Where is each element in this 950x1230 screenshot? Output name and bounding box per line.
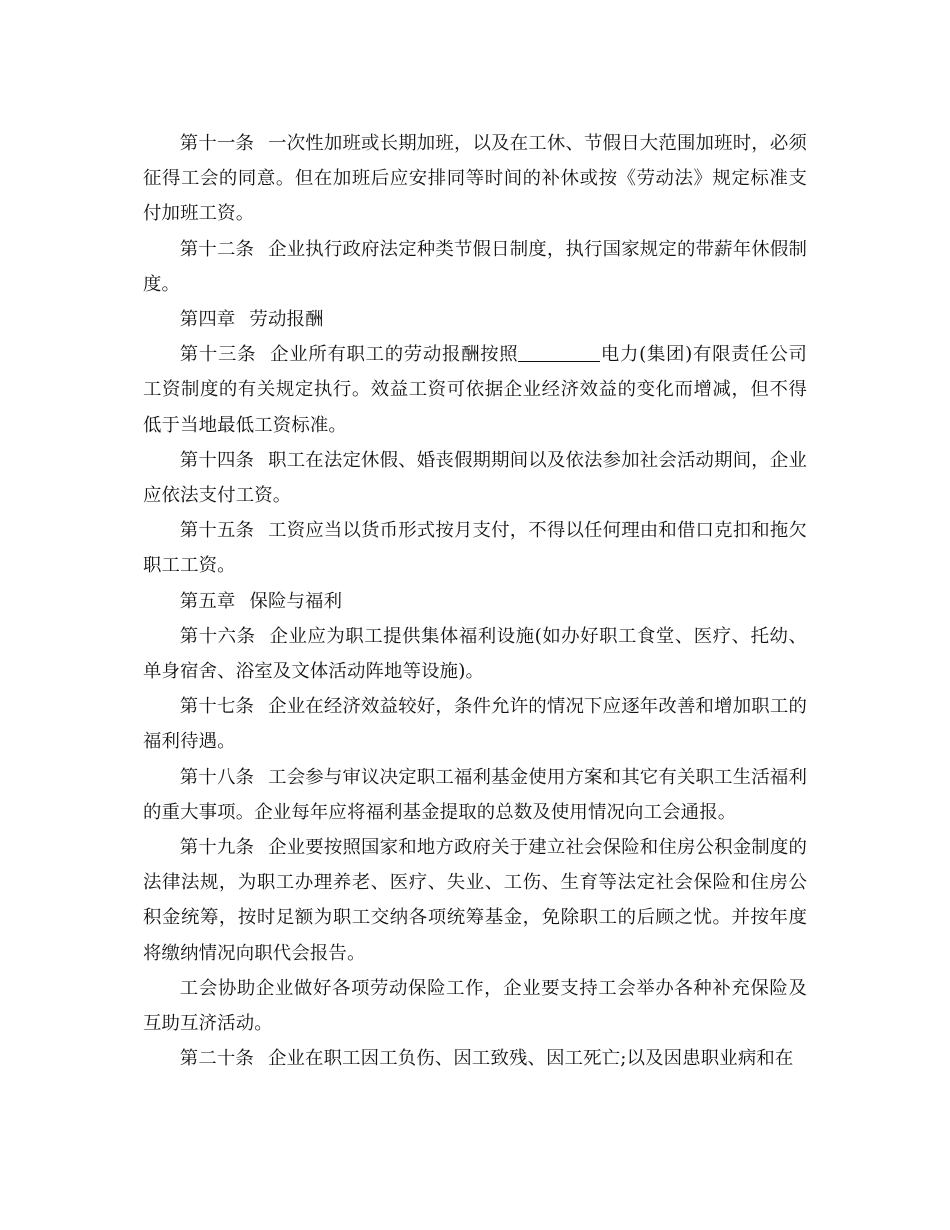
document-page: [143, 126, 807, 1076]
article-13: [143, 337, 807, 443]
article-text: 企业在职工因工负伤、因工致残、因工死亡;以及因患职业病和在: [267, 1048, 794, 1070]
article-text: 企业执行政府法定种类节假日制度，执行国家规定的带薪年休假制度。: [143, 238, 807, 295]
article-number: 第十一条: [179, 133, 255, 154]
article-number: 第十三条: [179, 344, 257, 366]
article-number: 第十五条: [179, 520, 255, 542]
paragraph-text: 工会协助企业做好各项劳动保险工作，企业要支持工会举办各种补充保险及互助互济活动。: [143, 977, 807, 1035]
article-number: 第十九条: [179, 837, 255, 859]
chapter-5-heading: [143, 584, 807, 619]
article-19: [143, 830, 807, 971]
article-number: 第十四条: [179, 449, 255, 471]
article-text: 企业应为职工提供集体福利设施(如办好职工食堂、医疗、托幼、单身宿舍、浴室及文体活动阵地等设施)。: [143, 625, 807, 683]
article-text: 职工在法定休假、婚丧假期期间以及依法参加社会活动期间，企业应依法支付工资。: [143, 449, 807, 507]
article-11: [143, 126, 807, 232]
chapter-title: 劳动报酬: [249, 309, 324, 331]
article-number: 第十六条: [179, 625, 256, 647]
article-number: 第十八条: [179, 766, 255, 788]
article-18: [143, 760, 807, 830]
article-text: 工资应当以货币形式按月支付，不得以任何理由和借口克扣和拖欠职工工资。: [143, 520, 807, 577]
article-number: 第十二条: [179, 238, 255, 260]
chapter-title: 保险与福利: [249, 590, 343, 612]
article-text: 企业在经济效益较好，条件允许的情况下应逐年改善和增加职工的福利待遇。: [143, 696, 807, 753]
article-text: 企业要按照国家和地方政府关于建立社会保险和住房公积金制度的法律法规，为职工办理养老、医疗、失业、工伤、生育等法定社会保险和住房公积金统筹，按时足额为职工交纳各项统筹基金，免除职工的后顾之忧。并按年度将缴纳情况向职代会报告。: [143, 837, 807, 964]
article-number: 第十七条: [179, 696, 255, 718]
article-12: [143, 232, 807, 302]
chapter-number: 第五章: [179, 590, 236, 612]
article-20: [143, 1041, 807, 1076]
article-15: [143, 513, 807, 583]
article-text-continued: 电力(集团)有限责任公司工资制度的有关规定执行。效益工资可依据企业经济效益的变化而增减，但不得低于当地最低工资标准。: [143, 344, 808, 436]
article-17: [143, 689, 807, 759]
article-14: [143, 443, 807, 513]
union-paragraph: [143, 971, 807, 1041]
chapter-4-heading: [143, 302, 807, 337]
article-text: 企业所有职工的劳动报酬按照: [270, 344, 519, 366]
article-number: 第二十条: [179, 1048, 254, 1070]
article-text: 一次性加班或长期加班，以及在工休、节假日大范围加班时，必须征得工会的同意。但在加班后应安排同等时间的补休或按《劳动法》规定标准支付加班工资。: [143, 133, 807, 225]
article-16: [143, 619, 807, 689]
chapter-number: 第四章: [179, 309, 236, 331]
fill-in-blank: [518, 343, 600, 362]
article-text: 工会参与审议决定职工福利基金使用方案和其它有关职工生活福利的重大事项。企业每年应将福利基金提取的总数及使用情况向工会通报。: [143, 766, 807, 823]
